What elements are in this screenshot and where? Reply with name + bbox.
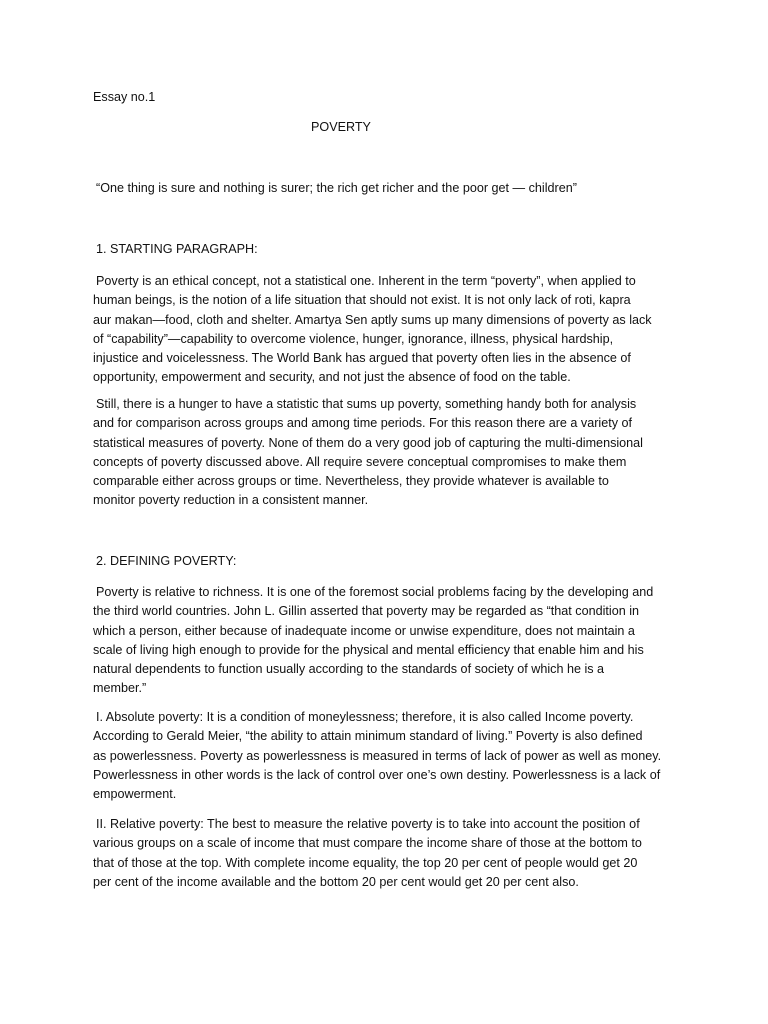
paragraph-relative-poverty bbox=[93, 815, 678, 892]
paragraph-poverty-relative-to-richness bbox=[93, 583, 678, 699]
opening-quote: “One thing is sure and nothing is surer; the rich get richer and the poor get — children” bbox=[96, 181, 577, 195]
text-line: injustice and voicelessness. The World Bank has argued that poverty often lies in the absence of bbox=[93, 351, 631, 366]
text-line: human beings, is the notion of a life situation that should not exist. It is not only lack of roti, kapra bbox=[93, 293, 631, 308]
text-line: aur makan—food, cloth and shelter. Amartya Sen aptly sums up many dimensions of poverty as lack bbox=[93, 312, 652, 327]
text-line: monitor poverty reduction in a consistent manner. bbox=[93, 493, 369, 508]
text-line: and for comparison across groups and among time periods. For this reason there are a variety of bbox=[93, 416, 633, 431]
paragraph-poverty-statistics bbox=[93, 395, 678, 511]
text-line: various groups on a scale of income that must compare the income share of those at the bottom to bbox=[93, 836, 642, 851]
text-line: of “capability”—capability to overcome violence, hunger, ignorance, illness, physical hardship, bbox=[93, 331, 614, 346]
text-line: which a person, either because of inadequate income or unwise expenditure, does not maintain a bbox=[93, 623, 635, 638]
paragraph-absolute-poverty bbox=[93, 708, 678, 804]
text-line: the third world countries. John L. Gillin asserted that poverty may be regarded as “that condition in bbox=[93, 604, 640, 619]
text-line: member.” bbox=[93, 681, 147, 696]
text-line: II. Relative poverty: The best to measure the relative poverty is to take into account the position of bbox=[96, 817, 640, 831]
text-line: I. Absolute poverty: It is a condition of moneylessness; therefore, it is also called Income poverty. bbox=[96, 710, 634, 724]
text-line: scale of living high enough to provide for the physical and mental efficiency that enable him and his bbox=[93, 642, 644, 657]
essay-title: POVERTY bbox=[311, 120, 371, 134]
text-line: Poverty is relative to richness. It is one of the foremost social problems facing by the developing and bbox=[96, 585, 654, 599]
text-line: opportunity, empowerment and security, and not just the absence of food on the table. bbox=[93, 370, 571, 385]
paragraph-poverty-ethical-concept bbox=[93, 272, 678, 388]
text-line: natural dependents to function usually according to the standards of society of which he is a bbox=[93, 662, 605, 677]
section-heading-defining-poverty: 2. DEFINING POVERTY: bbox=[96, 554, 237, 568]
text-line: Still, there is a hunger to have a statistic that sums up poverty, something handy both for analysis bbox=[96, 397, 637, 411]
text-line: comparable either across groups or time. Nevertheless, they provide whatever is available to bbox=[93, 474, 609, 489]
text-line: that of those at the top. With complete income equality, the top 20 per cent of people would get 20 bbox=[93, 855, 638, 870]
text-line: Poverty is an ethical concept, not a statistical one. Inherent in the term “poverty”, when applied to bbox=[96, 274, 636, 288]
text-line: per cent of the income available and the bottom 20 per cent would get 20 per cent also. bbox=[93, 874, 579, 889]
essay-number: Essay no.1 bbox=[93, 90, 156, 104]
text-line: According to Gerald Meier, “the ability to attain minimum standard of living.” Poverty is also defined bbox=[93, 729, 643, 744]
text-line: as powerlessness. Poverty as powerlessness is measured in terms of lack of power as well as money. bbox=[93, 748, 662, 763]
text-line: statistical measures of poverty. None of them do a very good job of capturing the multi-dimensional bbox=[93, 435, 643, 450]
text-line: Powerlessness in other words is the lack of control over one’s own destiny. Powerlessness is a lack of bbox=[93, 767, 661, 782]
text-line: concepts of poverty discussed above. All require severe conceptual compromises to make them bbox=[93, 454, 627, 469]
text-line: empowerment. bbox=[93, 787, 177, 802]
section-heading-starting-paragraph: 1. STARTING PARAGRAPH: bbox=[96, 242, 258, 256]
